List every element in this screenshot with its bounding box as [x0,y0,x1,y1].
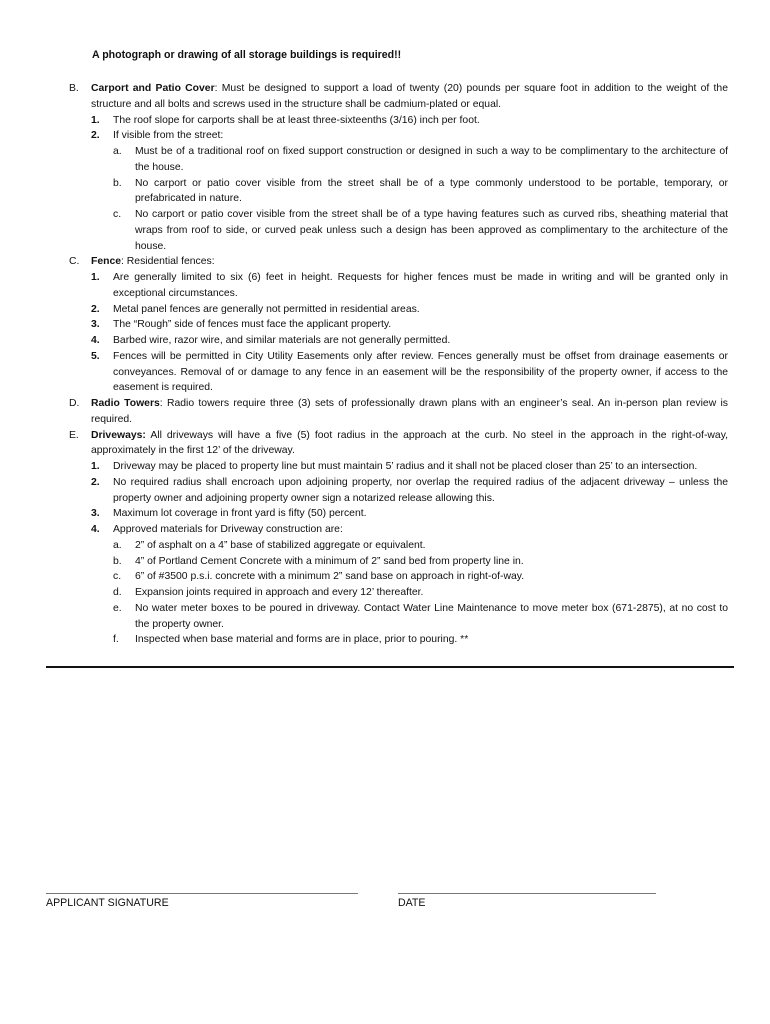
item-number: 3. [91,319,100,331]
sub-item [113,585,728,601]
item-number: 2. [91,476,100,488]
sub-text: No carport or patio cover visible from the street shall be of a type commonly understood to be portable, temporary, or prefabricated in nature. [135,177,728,205]
sub-text: 2” of asphalt on a 4” base of stabilized aggregate or equivalent. [135,539,426,551]
sub-text: No carport or patio cover visible from the street shall be of a type having features such as curved ribs, sheathing material that wraps from roof to side, or curved peak unless such a design has been approved as complimentary to the architecture of the house. [135,209,728,252]
item-text: Metal panel fences are generally not permitted in residential areas. [113,303,420,315]
sub-letter: b. [113,177,122,189]
section-divider [46,666,734,668]
sub-item [113,144,728,176]
item-text: Approved materials for Driveway construction are: [113,524,343,535]
applicant-signature-label: APPLICANT SIGNATURE [46,897,169,909]
section-letter: C. [69,256,80,268]
list-item [91,459,728,475]
sub-text: Inspected when base material and forms are in place, prior to pouring. ** [135,634,469,646]
item-number: 3. [91,508,100,520]
sub-text: Must be of a traditional roof on fixed support construction or designed in such a way to be complimentary to the architecture of the house. [135,146,728,173]
sub-text: 4” of Portland Cement Concrete with a minimum of 2” sand bed from property line in. [135,555,524,567]
sub-letter: e. [113,602,122,614]
section-letter: D. [69,398,80,409]
section-driveways [66,428,728,649]
item-text: The roof slope for carports shall be at least three-sixteenths (3/16) inch per foot. [113,114,480,126]
sub-item [113,207,728,254]
section-text: : Must be designed to support a load of twenty (20) pounds per square foot in addition to the weight of the structure and all bolts and screws used in the structure shall be cadmium-plated or equal. [91,83,728,110]
sub-item [113,632,728,648]
item-text: Fences will be permitted in City Utility Easements only after review. Fences generally must be offset from drainage easements or conveyances. Removal of or damage to any fence in an easement will be the responsibility of the property owner, if access to the easement is required. [113,350,728,394]
date-label: DATE [398,897,426,909]
sub-item [113,538,728,554]
list-item [91,475,728,507]
item-text: The “Rough” side of fences must face the applicant property. [113,319,392,331]
sub-item [113,601,728,633]
sub-item [113,554,728,570]
list-item [91,522,728,648]
date-line[interactable] [398,893,656,894]
list-item [91,128,728,254]
sub-letter: d. [113,587,122,598]
item-text: Driveway may be placed to property line but must maintain 5’ radius and it shall not be placed closer than 25’ to an intersection. [113,461,698,472]
list-item [91,506,728,522]
sub-item [113,569,728,585]
list-item [91,113,728,129]
sub-text: Expansion joints required in approach and every 12’ thereafter. [135,587,424,598]
section-title: Carport and Patio Cover [91,83,215,94]
item-number: 2. [91,130,100,142]
section-carport-patio [66,81,728,254]
section-title: Driveways: [91,429,146,441]
section-paragraph [91,428,728,460]
item-text: Barbed wire, razor wire, and similar materials are not generally permitted. [113,335,451,346]
sub-text: 6” of #3500 p.s.i. concrete with a minimum 2” sand base on approach in right-of-way. [135,571,525,583]
item-text: No required radius shall encroach upon adjoining property, nor overlap the required radius of the adjacent driveway – unless the property owner and adjoining property owner sign a notarized release allowing this. [113,476,728,504]
section-letter: B. [69,83,79,94]
storage-photo-requirement: A photograph or drawing of all storage buildings is required!! [92,49,402,61]
section-radio-towers [66,396,728,428]
sub-letter: f. [113,634,119,646]
sub-text: No water meter boxes to be poured in driveway. Contact Water Line Maintenance to move meter box (671-2875), at no cost to the property owner. [135,602,728,630]
sub-letter: c. [113,571,122,583]
sub-letter: c. [113,209,122,220]
item-number: 4. [91,524,100,535]
item-number: 5. [91,350,100,362]
item-number: 2. [91,303,100,315]
sub-letter: b. [113,555,122,567]
section-paragraph [91,81,728,113]
list-item [91,302,728,318]
sub-letter: a. [113,146,122,157]
list-item [91,317,728,333]
section-title: Radio Towers [91,398,160,409]
list-item [91,333,728,349]
section-paragraph [91,254,728,270]
section-text: All driveways will have a five (5) foot radius in the approach at the curb. No steel in the approach in the right-of-way, approximately in the first 12’ of the driveway. [91,429,728,457]
sub-item [113,176,728,208]
item-number: 1. [91,461,100,472]
section-text: : Residential fences: [121,256,215,268]
list-item [91,270,728,302]
section-paragraph [91,396,728,428]
list-item [91,349,728,396]
section-title: Fence [91,256,122,268]
item-number: 1. [91,272,100,283]
item-text: Are generally limited to six (6) feet in height. Requests for higher fences must be made in writing and will be granted only in exceptional circumstances. [113,272,728,299]
item-number: 4. [91,335,100,346]
item-text: Maximum lot coverage in front yard is fifty (50) percent. [113,508,367,520]
item-text: If visible from the street: [113,130,224,142]
section-fence [66,254,728,396]
sub-letter: a. [113,539,122,551]
item-number: 1. [91,114,100,126]
applicant-signature-line[interactable] [46,893,358,894]
section-letter: E. [69,429,79,441]
section-text: : Radio towers require three (3) sets of professionally drawn plans with an engineer’s seal. An in-person plan review is required. [91,398,728,425]
requirements-list [66,81,728,648]
